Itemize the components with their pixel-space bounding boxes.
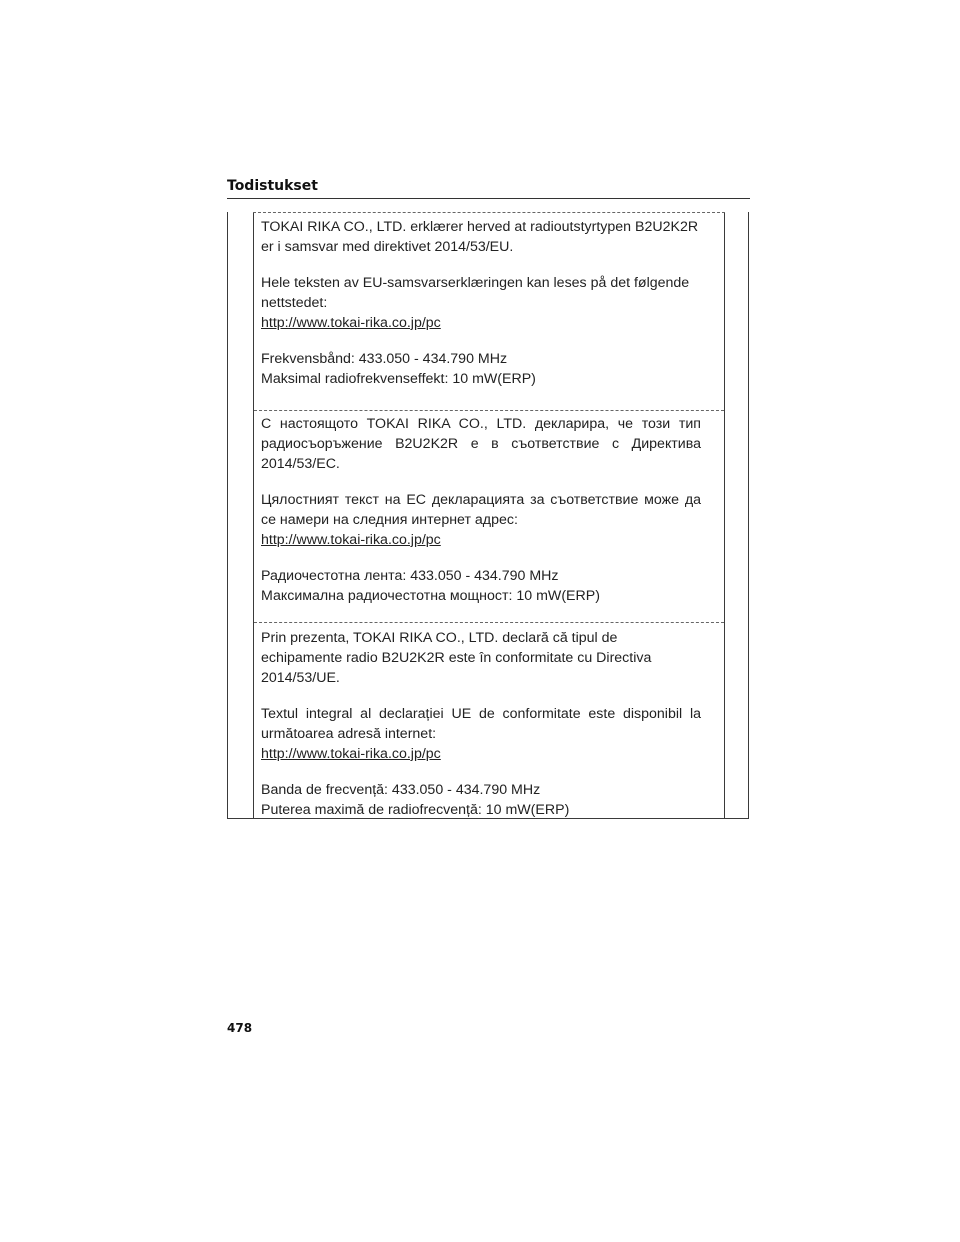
declaration-block-romanian <box>261 628 701 820</box>
declaration-url-link[interactable]: http://www.tokai-rika.co.jp/pc <box>261 315 441 331</box>
declaration-text: TOKAI RIKA CO., LTD. erklærer herved at radioutstyrtypen B2U2K2R er i samsvar med direktivet 2014/53/EU. <box>261 219 699 255</box>
declaration-url-link[interactable]: http://www.tokai-rika.co.jp/pc <box>261 532 441 548</box>
block-divider <box>254 410 724 411</box>
frequency-band: Frekvensbånd: 433.050 - 434.790 MHz <box>261 351 508 367</box>
declaration-text: С настоящото TOKAI RIKA CO., LTD. декларира, че този тип радиосъоръжение B2U2K2R е в съответствие с Директива 2014/53/ЕС. <box>261 416 701 472</box>
fulltext-notice: Textul integral al declarației UE de conformitate este disponibil la următoarea adresă internet: <box>261 706 701 742</box>
declaration-url-link[interactable]: http://www.tokai-rika.co.jp/pc <box>261 746 441 762</box>
declaration-text: Prin prezenta, TOKAI RIKA CO., LTD. declară că tipul de echipamente radio B2U2K2R este în conformitate cu Directiva 2014/53/UE. <box>261 630 652 686</box>
fulltext-notice: Цялостният текст на ЕС декларацията за съответствие може да се намери на следния интернет адрес: <box>261 492 701 528</box>
frequency-band: Banda de frecvență: 433.050 - 434.790 MHz <box>261 782 541 798</box>
inner-top-dashed-line <box>253 212 725 213</box>
page-number: 478 <box>227 1021 253 1035</box>
max-power: Puterea maximă de radiofrecvență: 10 mW(ERP) <box>261 802 570 818</box>
frequency-band: Радиочестотна лента: 433.050 - 434.790 MHz <box>261 568 559 584</box>
section-title: Todistukset <box>227 178 750 199</box>
max-power: Максимална радиочестотна мощност: 10 mW(ERP) <box>261 588 600 604</box>
block-divider <box>254 622 724 623</box>
fulltext-notice: Hele teksten av EU-samsvarserklæringen kan leses på det følgende nettstedet: <box>261 275 690 311</box>
declaration-block-bulgarian <box>261 414 701 606</box>
declaration-block-norwegian <box>261 217 701 389</box>
max-power: Maksimal radiofrekvenseffekt: 10 mW(ERP) <box>261 371 536 387</box>
